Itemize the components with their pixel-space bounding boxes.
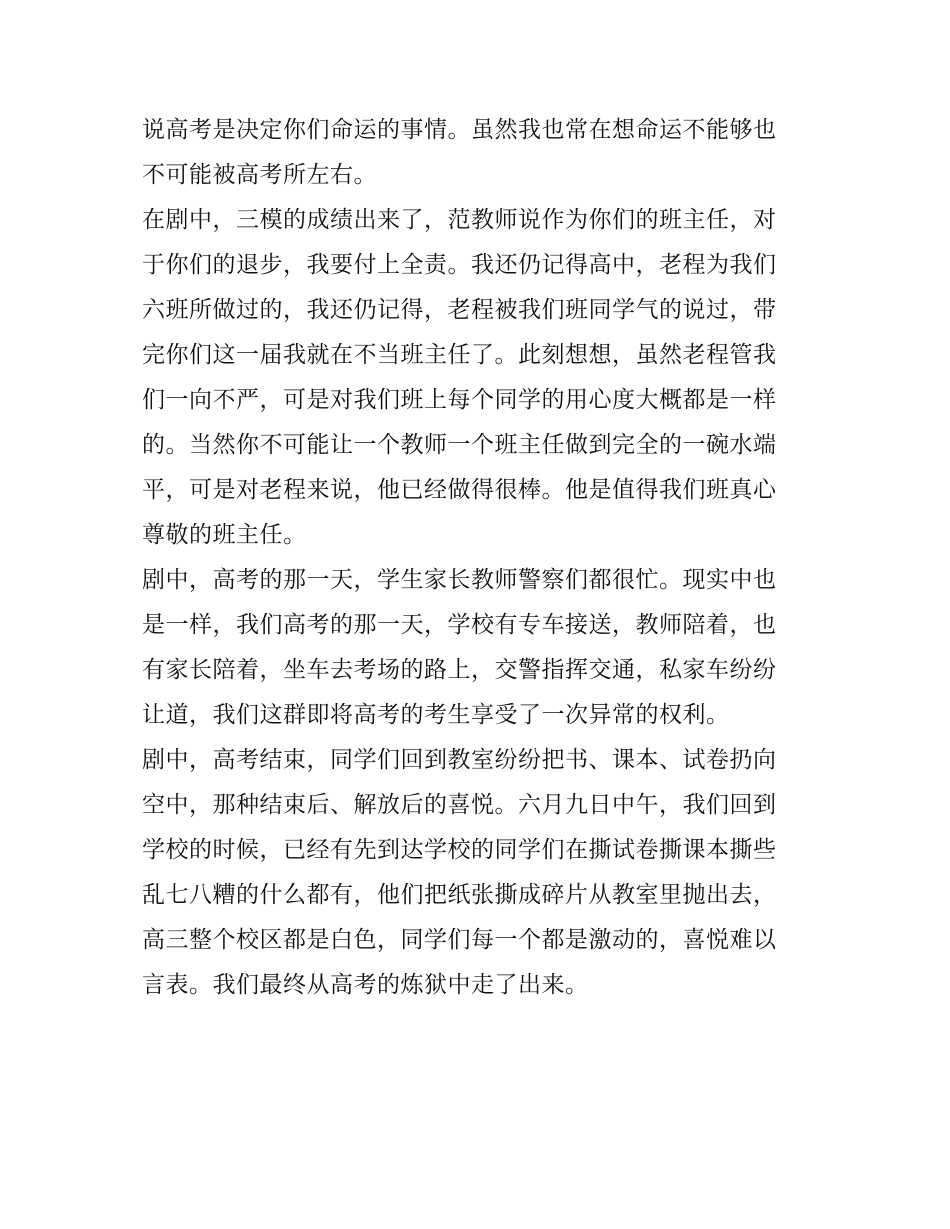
text-line: 言表。我们最终从高考的炼狱中走了出来。 (142, 972, 589, 998)
text-line: 乱七八糟的什么都有，他们把纸张撕成碎片从教室里抛出去， (142, 882, 777, 908)
text-line: 在剧中，三模的成绩出来了，范教师说作为你们的班主任，对 (142, 207, 777, 233)
text-line: 平，可是对老程来说，他已经做得很棒。他是值得我们班真心 (142, 477, 777, 503)
text-line: 不可能被高考所左右。 (142, 162, 377, 188)
paragraph-2 (142, 198, 814, 558)
text-line: 是一样，我们高考的那一天，学校有专车接送，教师陪着，也 (142, 612, 777, 638)
document-body (142, 108, 814, 1008)
text-line: 让道，我们这群即将高考的考生享受了一次异常的权利。 (142, 702, 730, 728)
text-line: 说高考是决定你们命运的事情。虽然我也常在想命运不能够也 (142, 117, 777, 143)
paragraph-1 (142, 108, 814, 198)
text-line: 的。当然你不可能让一个教师一个班主任做到完全的一碗水端 (142, 432, 777, 458)
text-line: 空中，那种结束后、解放后的喜悦。六月九日中午，我们回到 (142, 792, 777, 818)
text-line: 们一向不严，可是对我们班上每个同学的用心度大概都是一样 (142, 387, 777, 413)
text-line: 剧中，高考的那一天，学生家长教师警察们都很忙。现实中也 (142, 567, 777, 593)
text-line: 剧中，高考结束，同学们回到教室纷纷把书、课本、试卷扔向 (142, 747, 777, 773)
text-line: 完你们这一届我就在不当班主任了。此刻想想，虽然老程管我 (142, 342, 777, 368)
text-line: 有家长陪着，坐车去考场的路上，交警指挥交通，私家车纷纷 (142, 657, 777, 683)
paragraph-4 (142, 738, 814, 1008)
text-line: 尊敬的班主任。 (142, 522, 307, 548)
text-line: 学校的时候，已经有先到达学校的同学们在撕试卷撕课本撕些 (142, 837, 777, 863)
paragraph-3 (142, 558, 814, 738)
text-line: 六班所做过的，我还仍记得，老程被我们班同学气的说过，带 (142, 297, 777, 323)
text-line: 高三整个校区都是白色，同学们每一个都是激动的，喜悦难以 (142, 927, 777, 953)
text-line: 于你们的退步，我要付上全责。我还仍记得高中，老程为我们 (142, 252, 777, 278)
